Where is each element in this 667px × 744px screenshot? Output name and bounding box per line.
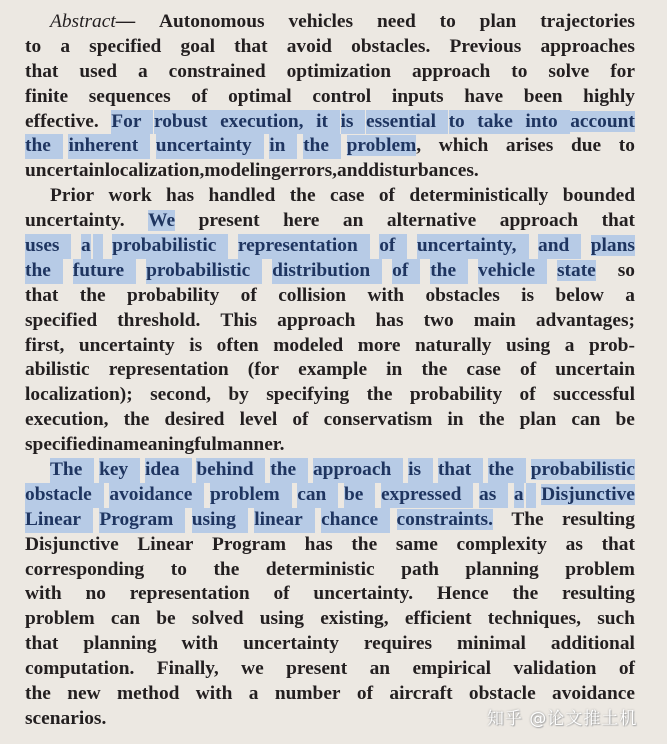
text-line: scenarios. — [25, 707, 107, 729]
text-line: the inherent uncertainty in the problem, which arises due to — [25, 134, 635, 159]
text-line: Disjunctive Linear Program has the same complexity as that — [25, 533, 635, 555]
text-line: The key idea behind the approach is that the probabilistic — [25, 458, 635, 483]
text-line: the new method with a number of aircraft obstacle avoidance — [25, 683, 635, 705]
text-line: corresponding to the deterministic path planning problem — [25, 558, 635, 580]
text-line: problem can be solved using existing, efficient techniques, such — [25, 608, 635, 630]
text-line: finite sequences of optimal control inputs have been highly — [25, 85, 635, 107]
text-line: specified threshold. This approach has two main advantages; — [25, 309, 635, 331]
text-line: Prior work has handled the case of deterministically bounded — [50, 185, 635, 207]
text-line: that the probability of collision with obstacles is below a — [25, 284, 635, 306]
text-line: Abstract— Autonomous vehicles need to plan trajectories — [50, 11, 635, 32]
abstract-body — [25, 10, 638, 732]
text-line: localization); second, by specifying the probability of successful — [25, 384, 635, 406]
text-line: specified in a meaningful manner. — [25, 434, 285, 456]
text-line: with no representation of uncertainty. Hence the resulting — [25, 583, 635, 605]
text-line: that planning with uncertainty requires minimal additional — [25, 633, 635, 655]
abstract-paragraph — [25, 458, 638, 732]
text-line: to a specified goal that avoid obstacles. Previous approaches — [25, 35, 635, 57]
text-line: the future probabilistic distribution of the vehicle state so — [25, 259, 635, 284]
text-line: uncertainty. We present here an alternative approach that — [25, 210, 635, 232]
abstract-paragraph — [25, 10, 635, 184]
text-line: first, uncertainty is often modeled more naturally using a prob- — [25, 334, 635, 356]
text-line: obstacle avoidance problem can be expressed as a Disjunctive — [25, 483, 635, 508]
text-line: that used a constrained optimization approach to solve for — [25, 60, 635, 82]
abstract-paragraph — [25, 184, 635, 458]
text-line: execution, the desired level of conservatism in the plan can be — [25, 409, 635, 431]
text-line: Linear Program using linear chance constraints. The resulting — [25, 508, 635, 533]
text-line: uses a probabilistic representation of uncertainty, and plans — [25, 234, 635, 259]
watermark: 知乎 @论文推土机 — [487, 709, 638, 729]
text-line: computation. Finally, we present an empirical validation of — [25, 658, 635, 680]
text-line: effective. For robust execution, it is essential to take into account — [25, 110, 635, 135]
text-line: abilistic representation (for example in the case of uncertain — [25, 359, 635, 381]
text-line: uncertain localization, modeling errors, and disturbances. — [25, 160, 479, 182]
